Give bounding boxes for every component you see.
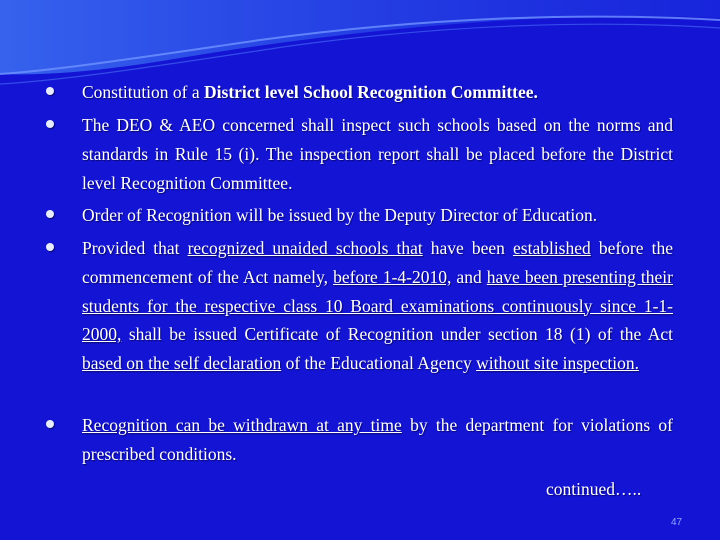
bullet-4-seg-1: Provided that <box>82 238 188 258</box>
bullet-4-seg-5: shall be issued Certificate of Recognition under section 18 (1) of the Act <box>121 324 673 345</box>
bullet-dot-icon <box>46 87 54 95</box>
bullet-2 <box>82 111 673 197</box>
bullet-4-underline-3: before 1-4-2010, <box>333 266 452 287</box>
bullet-4-seg-4: and <box>451 266 487 287</box>
page-number: 47 <box>671 517 683 528</box>
bullet-4-seg-2: have been <box>422 238 513 258</box>
bullet-2-text: The DEO & AEO concerned shall inspect such schools based on the norms and standards in Rule 15 (i). The inspection report shall be placed before the District level Recognition Committee. <box>82 115 673 193</box>
bullet-4-underline-4: have been presenting their students for the respective class 10 Board examinations continuously since 1-1-2000, <box>82 266 673 345</box>
bullet-dot-icon <box>46 120 54 128</box>
bullet-4-underline-5: based on the self declaration <box>82 353 282 374</box>
bullet-4-underline-6: without site inspection. <box>476 353 639 374</box>
bullet-3-text: Order of Recognition will be issued by the Deputy Director of Education. <box>82 205 598 225</box>
bullet-4-seg-3: before the commencement of the Act namely, <box>82 238 673 287</box>
bullet-1-bold: District level School Recognition Committee. <box>204 82 538 102</box>
bullet-dot-icon <box>46 210 54 218</box>
bullet-5-seg-1: by the department for violations of prescribed conditions. <box>82 415 673 464</box>
bullet-5 <box>82 411 673 469</box>
bullet-1-plain: Constitution of a <box>82 82 205 102</box>
bullet-4 <box>82 234 673 378</box>
continued-note: continued….. <box>546 479 642 499</box>
bullet-4-underline-2: established <box>513 238 591 258</box>
bullet-4-underline-1: recognized unaided schools that <box>187 238 423 258</box>
bullet-4-seg-6: of the Educational Agency <box>281 353 477 374</box>
bullet-dot-icon <box>46 420 54 428</box>
bullet-3 <box>82 201 673 230</box>
bullet-dot-icon <box>46 243 54 251</box>
bullet-5-underline-1: Recognition can be withdrawn at any time <box>82 415 402 435</box>
bullet-1 <box>82 78 673 107</box>
